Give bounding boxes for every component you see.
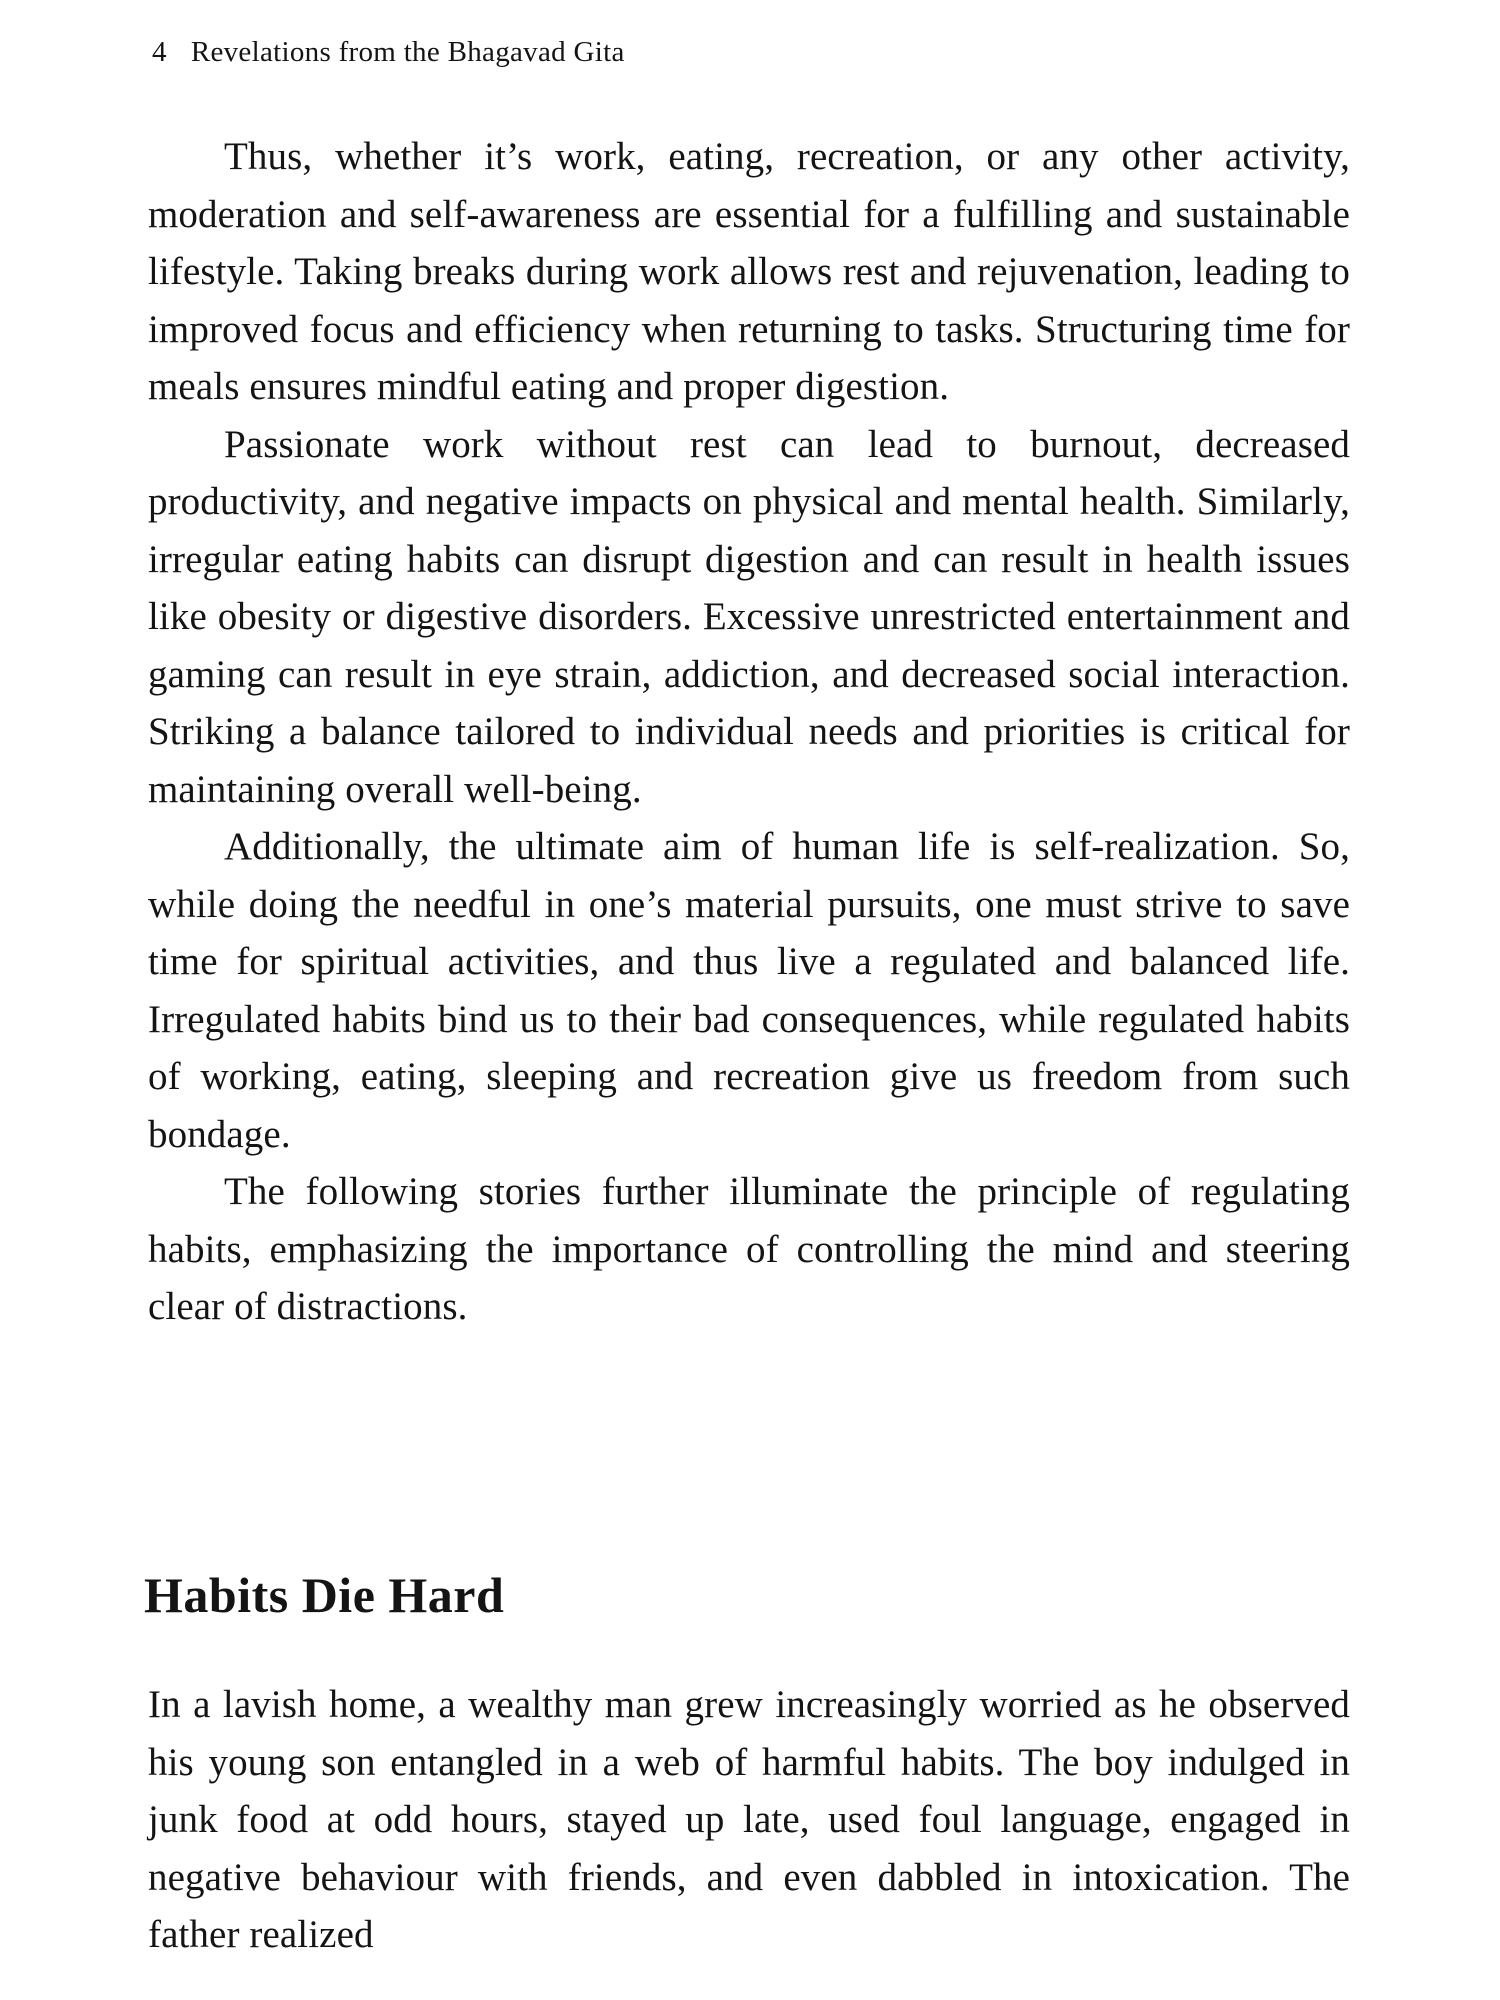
paragraph: The following stories further illuminate the principle of regulating habits, emphasizing the importance of controlling the mind and steering clear of distractions. bbox=[148, 1170, 1350, 1328]
paragraph: Passionate work without rest can lead to burnout, decreased productivity, and negative impacts on physical and mental health. Similarly, irregular eating habits can disrupt digestion and can result in health issues like obesity or digestive disorders. Excessive unrestricted entertainment and gaming can result in eye strain, addiction, and decreased social interaction. Striking a balance tailored to individual needs and priorities is critical for maintaining overall well-being. bbox=[148, 422, 1350, 811]
body-text bbox=[148, 128, 1350, 1336]
paragraph: In a lavish home, a wealthy man grew increasingly worried as he observed his young son entangled in a web of harmful habits. The boy indulged in junk food at odd hours, stayed up late, used foul language, engaged in negative behaviour with friends, and even dabbled in intoxication. The father realized bbox=[148, 1683, 1350, 1956]
book-title: Revelations from the Bhagavad Gita bbox=[190, 36, 625, 68]
paragraph: Additionally, the ultimate aim of human life is self-realization. So, while doing the needful in one’s material pursuits, one must strive to save time for spiritual activities, and thus live a regulated and balanced life. Irregulated habits bind us to their bad consequences, while regulated habits of working, eating, sleeping and recreation give us freedom from such bondage. bbox=[148, 825, 1350, 1156]
page-number: 4 bbox=[152, 36, 167, 68]
section-body-text bbox=[148, 1676, 1350, 1964]
paragraph: Thus, whether it’s work, eating, recreation, or any other activity, moderation and self-awareness are essential for a fulfilling and sustainable lifestyle. Taking breaks during work allows rest and rejuvenation, leading to improved focus and efficiency when returning to tasks. Structuring time for meals ensures mindful eating and proper digestion. bbox=[148, 135, 1350, 408]
section-heading: Habits Die Hard bbox=[144, 1567, 505, 1623]
running-head bbox=[152, 36, 625, 69]
